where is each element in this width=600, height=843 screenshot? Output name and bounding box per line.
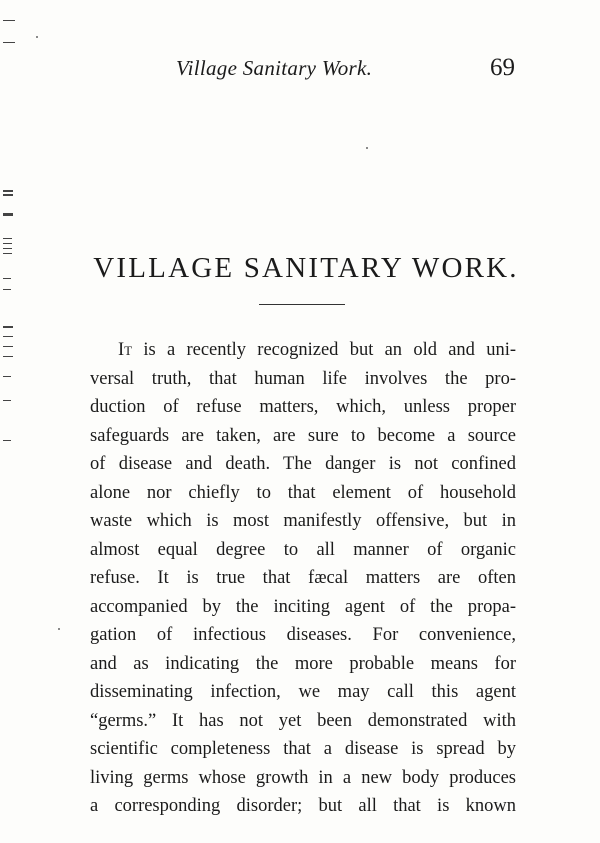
text-line: gation of infectious diseases. For convenience, <box>90 625 516 645</box>
stray-mark <box>366 147 368 149</box>
page-number: 69 <box>490 54 515 81</box>
text-line: “germs.” It has not yet been demonstrated with <box>90 710 516 731</box>
text-line: and as indicating the more probable means for <box>90 653 516 674</box>
binding-edge-marks <box>3 0 17 843</box>
text-line: duction of refuse matters, which, unless proper <box>90 397 516 417</box>
text-line: alone nor chiefly to that element of household <box>90 482 516 503</box>
text-line: versal truth, that human life involves the pro- <box>90 368 516 389</box>
text-line: a corresponding disorder; but all that is known <box>90 796 516 816</box>
body-paragraph <box>90 336 516 821</box>
text-line: refuse. It is true that fæcal matters are often <box>90 568 516 588</box>
text-line: safeguards are taken, are sure to become a source <box>90 425 516 446</box>
text-line: living germs whose growth in a new body produces <box>90 767 516 788</box>
text-line: accompanied by the inciting agent of the propa- <box>90 596 516 617</box>
text-line: waste which is most manifestly offensive, but in <box>90 511 516 531</box>
text-line: almost equal degree to all manner of organic <box>90 539 516 560</box>
title-rule <box>259 304 345 305</box>
drop-word: It <box>118 340 133 360</box>
page-header <box>0 56 600 86</box>
running-title: Village Sanitary Work. <box>176 56 373 80</box>
text-line: scientific completeness that a disease is spread by <box>90 739 516 759</box>
text-line: disseminating infection, we may call this agent <box>90 682 516 702</box>
chapter-title: VILLAGE SANITARY WORK. <box>93 252 519 284</box>
text-line: of disease and death. The danger is not confined <box>90 454 516 474</box>
stray-mark <box>58 628 60 630</box>
text-line: It is a recently recognized but an old and uni- <box>118 340 516 360</box>
stray-mark <box>36 36 38 38</box>
